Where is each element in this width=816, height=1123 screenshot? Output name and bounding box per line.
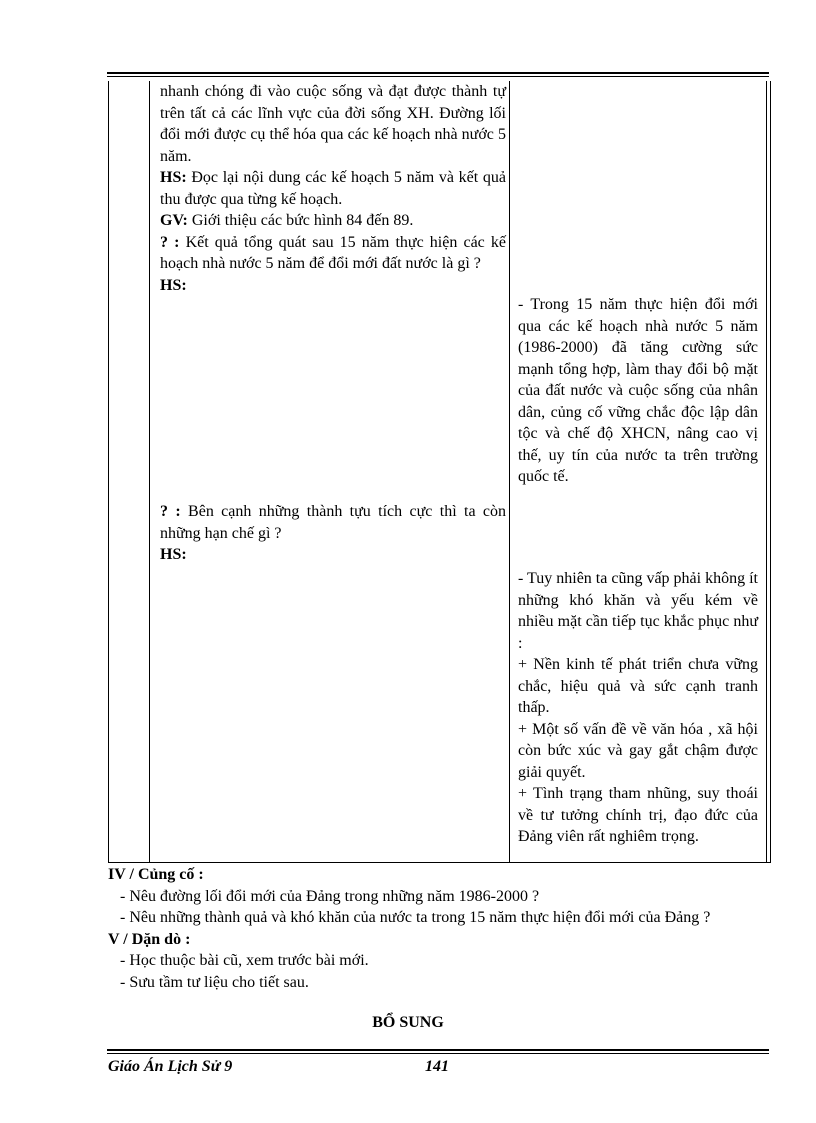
footer-title: Giáo Án Lịch Sử 9: [108, 1058, 233, 1075]
section-iv-item: - Nêu những thành quả và khó khăn của nước ta trong 15 năm thực hiện đổi mới của Đảng ?: [120, 909, 711, 927]
gv-label: GV:: [160, 212, 188, 229]
intro-paragraph: nhanh chóng đi vào cuộc sống và đạt được thành tự trên tất cả các lĩnh vực của đời sống XH. Đường lối đổi mới được cụ thể hóa qua các kế hoạch nhà nước 5 năm.: [160, 83, 506, 165]
question-text: Bên cạnh những thành tựu tích cực thì ta còn những hạn chế gì ?: [160, 503, 506, 542]
supplement-title: BỔ SUNG: [372, 1014, 444, 1031]
table-divider-middle: [509, 81, 510, 862]
section-iv-item: - Nêu đường lối đổi mới của Đảng trong những năm 1986-2000 ?: [120, 887, 540, 905]
page-number: 141: [425, 1058, 449, 1075]
difficulty-economy: + Nền kinh tế phát triển chưa vững chắc, hiệu quả và sức cạnh tranh thấp.: [518, 656, 758, 716]
footer-rule-top: [107, 1049, 769, 1051]
question-label: ? :: [160, 503, 181, 520]
lesson-table: [108, 81, 771, 863]
content-column-block-1: [518, 294, 758, 488]
header-rule-bottom: [107, 76, 769, 77]
teacher-activity-column: [160, 81, 506, 566]
hs-label: HS:: [160, 276, 187, 294]
achievements-text: - Trong 15 năm thực hiện đổi mới qua các kế hoạch nhà nước 5 năm (1986-2000) đã tăng cường sức mạnh tổng hợp, làm thay đổi bộ mặt của đất nước và cuộc sống của nhân dân, củng cố vững chắc độc lập dân tộc và chế độ XHCN, nâng cao vị thế, uy tín của nước ta trên trường quốc tế.: [518, 296, 758, 485]
section-v-heading: [108, 929, 778, 951]
header-rule-top: [107, 72, 769, 74]
table-divider-left: [149, 81, 150, 862]
hs-label: HS:: [160, 546, 187, 563]
hs-label: HS:: [160, 169, 187, 186]
question-limits: [160, 501, 506, 544]
question-results: [160, 232, 506, 275]
section-iv-heading: [108, 864, 778, 886]
hs-answer-1: [160, 275, 506, 297]
gv-text: Giới thiệu các bức hình 84 đến 89.: [187, 212, 414, 229]
section-v-heading-text: V / Dặn dò :: [108, 930, 191, 948]
question-text: Kết quả tổng quát sau 15 năm thực hiện các kế hoạch nhà nước 5 năm để đổi mới đất nước là gì ?: [160, 233, 506, 272]
section-consolidation: [108, 864, 778, 994]
section-v-item: - Học thuộc bài cũ, xem trước bài mới.: [120, 952, 369, 970]
content-column-block-2: [518, 568, 758, 848]
section-v-item: - Sưu tầm tư liệu cho tiết sau.: [120, 973, 309, 991]
hs-text: Đọc lại nội dung các kế hoạch 5 năm và kết quả thu được qua từng kế hoạch.: [160, 169, 506, 208]
table-divider-right-double: [766, 81, 767, 862]
hs-answer-2: [160, 544, 506, 566]
difficulty-culture: + Một số vấn đề về văn hóa , xã hội còn bức xúc và gay gắt chậm được giải quyết.: [518, 720, 758, 781]
footer-rule-bottom: [107, 1053, 769, 1054]
section-iv-heading-text: IV / Củng cố :: [108, 866, 204, 883]
difficulty-corruption: + Tình trạng tham nhũng, suy thoái về tư tưởng chính trị, đạo đức của Đảng viên rất nghiêm trọng.: [518, 785, 758, 845]
gv-intro-images: [160, 210, 506, 232]
difficulties-intro: - Tuy nhiên ta cũng vấp phải không ít những khó khăn và yếu kém về nhiều mặt cần tiếp tục khắc phục như :: [518, 570, 758, 652]
question-label: ? :: [160, 233, 180, 251]
hs-reading-task: [160, 167, 506, 210]
